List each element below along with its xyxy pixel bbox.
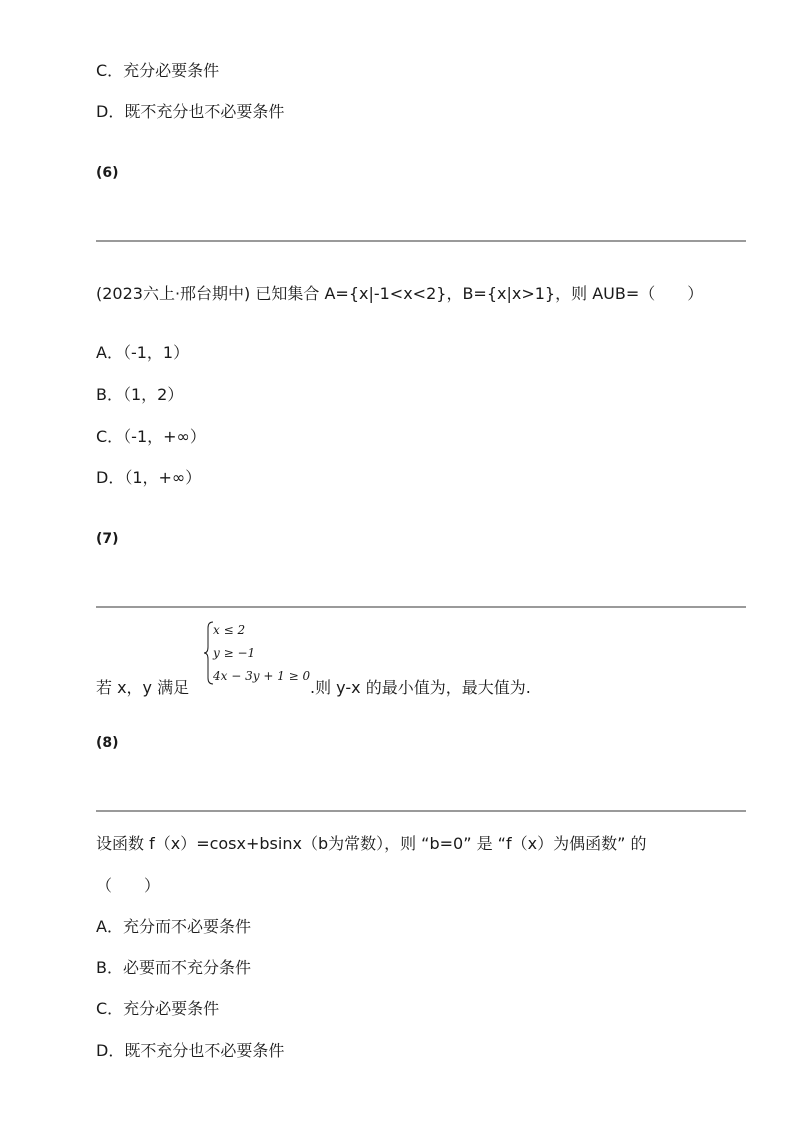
option-c: C．充分必要条件: [96, 61, 220, 80]
inequality-system: [203, 620, 313, 688]
question-number: (7): [96, 531, 119, 547]
option-d: D．既不充分也不必要条件: [96, 102, 285, 121]
question-stem-end: .则 y-x 的最小值为，最大值为.: [310, 678, 531, 697]
option-d: D．既不充分也不必要条件: [96, 1041, 285, 1060]
option-c: C．（-1，+∞）: [96, 427, 206, 446]
option-d: D．（1，+∞）: [96, 468, 202, 487]
question-number: (6): [96, 165, 119, 181]
divider: [96, 240, 746, 242]
option-b: B．（1，2）: [96, 385, 184, 404]
option-a: A．充分而不必要条件: [96, 917, 251, 936]
option-b: B．必要而不充分条件: [96, 958, 251, 977]
inequality-row: y ≥ −1: [213, 646, 256, 660]
option-c: C．充分必要条件: [96, 999, 220, 1018]
inequality-row: x ≤ 2: [213, 623, 246, 637]
divider: [96, 810, 746, 812]
answer-blank: （ ）: [96, 876, 161, 895]
question-stem: 设函数 f（x）=cosx+bsinx（b为常数），则 “b=0” 是 “f（x）为偶函数” 的: [96, 834, 647, 853]
question-stem: (2023六上·邢台期中) 已知集合 A={x|-1<x<2}，B={x|x>1}，则 AUB=（ ）: [96, 284, 704, 303]
divider: [96, 606, 746, 608]
inequality-row: 4x − 3y + 1 ≥ 0: [213, 669, 311, 683]
question-number: (8): [96, 735, 119, 751]
option-a: A．（-1，1）: [96, 343, 190, 362]
question-stem-start: 若 x，y 满足: [96, 678, 190, 697]
